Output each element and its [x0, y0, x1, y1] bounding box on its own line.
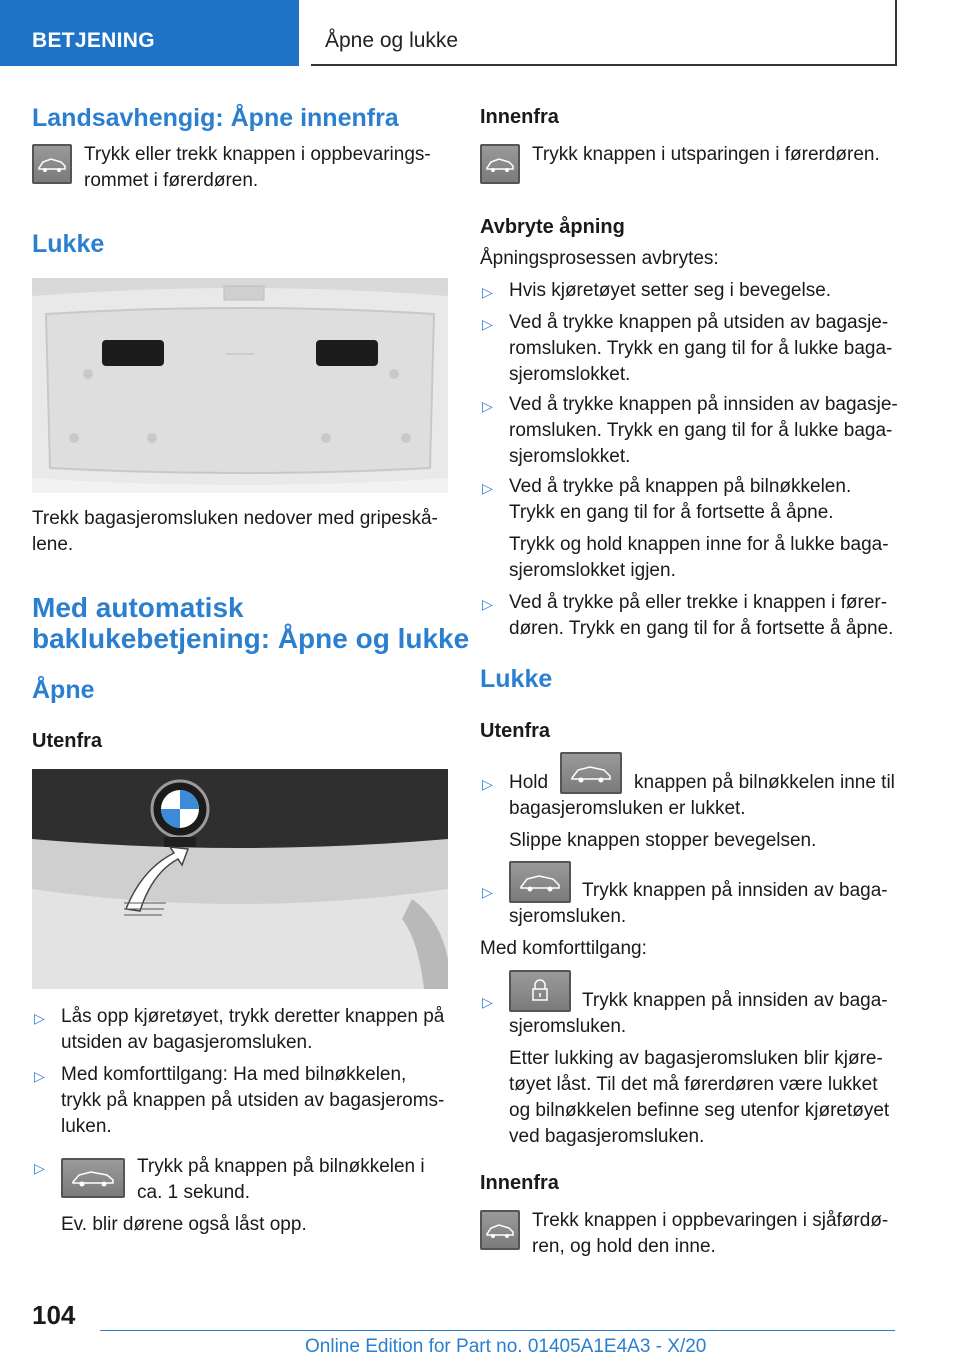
car-tailgate-icon [509, 861, 571, 903]
bullet-triangle-icon: ▷ [482, 480, 493, 496]
left-bullet2-line3: luken. [61, 1116, 112, 1137]
footer-divider [100, 1330, 895, 1331]
car-tailgate-icon [32, 144, 72, 184]
bullet-triangle-icon: ▷ [482, 776, 493, 792]
car-tailgate-icon [480, 144, 520, 184]
utenfra-heading: Utenfra [32, 730, 103, 752]
bullet-triangle-icon: ▷ [482, 284, 493, 300]
innenfra2-line1: Trekk knappen i oppbevaringen i sjåførdø- [532, 1210, 889, 1231]
car-tailgate-icon [560, 752, 622, 794]
left-bullet1-line1: Lås opp kjøretøyet, trykk deretter knappen på [61, 1006, 445, 1027]
landsavhengig-text-line2: rommet i førerdøren. [84, 170, 259, 191]
page-number: 104 [32, 1300, 76, 1330]
bullet-triangle-icon: ▷ [482, 398, 493, 414]
apne-heading: Åpne [32, 676, 95, 704]
lukke-caption-line2: lene. [32, 534, 74, 555]
chapter-title-tab [311, 0, 897, 66]
hold-word: Hold [509, 772, 549, 793]
hold-rest-line1: knappen på bilnøkkelen inne til [634, 772, 895, 793]
right-bullet5-line2: døren. Trykk en gang til for å fortsette å åpne. [509, 618, 894, 639]
bullet-triangle-icon: ▷ [34, 1010, 45, 1026]
hold-rest-line2: bagasjeromsluken er lukket. [509, 798, 746, 819]
left-bullet1-line2: utsiden av bagasjeromsluken. [61, 1032, 313, 1053]
right-bullet4-extra-line2: sjeromslokket igjen. [509, 560, 676, 581]
trunk-lid-photo [32, 278, 448, 493]
auto-heading-line2: baklukebetjening: Åpne og lukke [32, 623, 470, 654]
hold-extra: Slippe knappen stopper bevegelsen. [509, 830, 817, 851]
bullet-triangle-icon: ▷ [482, 884, 493, 900]
landsavhengig-heading: Landsavhengig: Åpne innenfra [32, 104, 399, 132]
right-bullet4-line2: Trykk en gang til for å fortsette å åpne. [509, 502, 834, 523]
left-bullet2-line2: trykk på knappen på utsiden av bagasjeroms- [61, 1090, 445, 1111]
right-bullet3-line1: Ved å trykke knappen på innsiden av bagasje- [509, 394, 898, 415]
right-bullet2-line3: sjeromslokket. [509, 364, 631, 385]
section-tab [0, 0, 299, 66]
komfort-extra-line3: og bilnøkkelen befinne seg utenfor kjøretøyet [509, 1100, 890, 1121]
komfort-line2: sjeromsluken. [509, 1016, 627, 1037]
left-bullet3-line1: Trykk på knappen på bilnøkkelen i [137, 1156, 425, 1177]
right-bullet2-line2: romsluken. Trykk en gang til for å lukke baga- [509, 338, 893, 359]
utenfra-heading-right: Utenfra [480, 720, 551, 742]
lukke-caption-line1: Trekk bagasjeromsluken nedover med gripeskå- [32, 508, 438, 529]
komfort-line1: Trykk knappen på innsiden av baga- [582, 990, 888, 1011]
left-bullet3-extra: Ev. blir dørene også låst opp. [61, 1214, 307, 1235]
bullet-triangle-icon: ▷ [482, 994, 493, 1010]
car-tailgate-icon [61, 1158, 125, 1198]
komfort-label: Med komforttilgang: [480, 938, 647, 959]
komfort-extra-line4: ved bagasjeromsluken. [509, 1126, 705, 1147]
innenfra2-line2: ren, og hold den inne. [532, 1236, 716, 1257]
avbryte-heading: Avbryte åpning [480, 216, 625, 238]
trykk-inn-line2: sjeromsluken. [509, 906, 627, 927]
auto-heading-line1: Med automatisk [32, 592, 244, 623]
car-tailgate-icon [480, 1210, 520, 1250]
right-bullet1-line1: Hvis kjøretøyet setter seg i bevegelse. [509, 280, 832, 301]
lukke-heading: Lukke [32, 230, 105, 258]
right-bullet3-line2: romsluken. Trykk en gang til for å lukke baga- [509, 420, 893, 441]
section-label: BETJENING [32, 29, 155, 52]
lukke-heading-right: Lukke [480, 665, 553, 693]
page-header [0, 0, 960, 66]
bullet-triangle-icon: ▷ [482, 316, 493, 332]
komfort-extra-line1: Etter lukking av bagasjeromsluken blir kjøre- [509, 1048, 883, 1069]
tailgate-exterior-photo [32, 769, 448, 989]
footer-edition: Online Edition for Part no. 01405A1E4A3 - X/20 [305, 1336, 707, 1357]
landsavhengig-text-line1: Trykk eller trekk knappen i oppbevarings- [84, 144, 431, 165]
lock-icon [509, 970, 571, 1012]
right-bullet4-line1: Ved å trykke på knappen på bilnøkkelen. [509, 476, 852, 497]
right-bullet4-extra-line1: Trykk og hold knappen inne for å lukke baga- [509, 534, 889, 555]
right-bullet5-line1: Ved å trykke på eller trekke i knappen i fører- [509, 592, 888, 613]
chapter-title: Åpne og lukke [325, 29, 459, 52]
right-bullet2-line1: Ved å trykke knappen på utsiden av bagasje- [509, 312, 889, 333]
left-bullet3-line2: ca. 1 sekund. [137, 1182, 251, 1203]
komfort-extra-line2: tøyet låst. Til det må førerdøren være lukket [509, 1074, 878, 1095]
innenfra-heading-2: Innenfra [480, 1172, 559, 1194]
innenfra-text: Trykk knappen i utsparingen i førerdøren. [532, 144, 880, 165]
trykk-inn-line1: Trykk knappen på innsiden av baga- [582, 880, 888, 901]
bullet-triangle-icon: ▷ [482, 596, 493, 612]
right-bullet3-line3: sjeromslokket. [509, 446, 631, 467]
bullet-triangle-icon: ▷ [34, 1160, 45, 1176]
left-bullet2-line1: Med komforttilgang: Ha med bilnøkkelen, [61, 1064, 407, 1085]
innenfra-heading: Innenfra [480, 106, 559, 128]
avbryte-intro: Åpningsprosessen avbrytes: [480, 248, 719, 269]
bullet-triangle-icon: ▷ [34, 1068, 45, 1084]
